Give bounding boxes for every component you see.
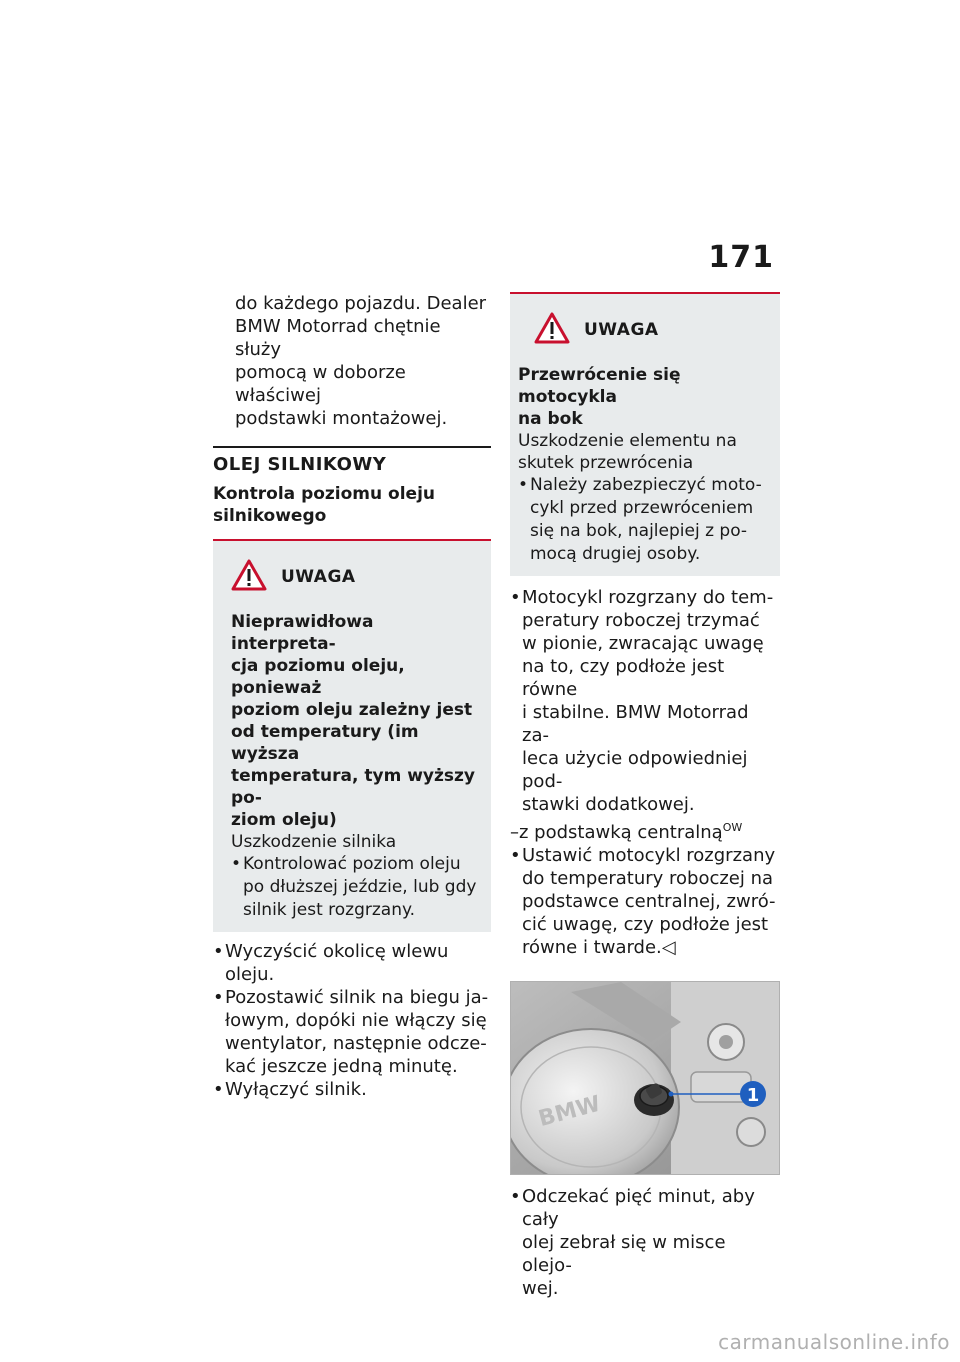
step-item: [213, 940, 491, 986]
step-line: podstawce centralnej, zwró-: [522, 891, 776, 912]
warning-bullet-line: się na bok, najlepiej z po-: [530, 521, 748, 541]
warning-hazard-line: cja poziomu oleju, ponieważ: [231, 656, 405, 698]
warning-label: UWAGA: [281, 567, 356, 587]
warning-box: [213, 541, 491, 932]
step-line: w pionie, zwracając uwagę: [522, 633, 764, 654]
warning-bullet: [231, 853, 481, 922]
step-line: wej.: [522, 1278, 559, 1299]
warning-hazard: [231, 611, 481, 831]
subsection-line: Kontrola poziomu oleju: [213, 484, 436, 504]
watermark: carmanualsonline.info: [718, 1330, 950, 1354]
intro-line: do każdego pojazdu. Dealer: [235, 293, 487, 314]
engine-illustration: [511, 982, 779, 1174]
intro-line: podstawki montażowej.: [235, 408, 448, 429]
condition-line: [510, 816, 780, 844]
step-line: stawki dodatkowej.: [522, 794, 695, 815]
engine-logo: BMW: [535, 1091, 604, 1133]
bullet-mark: •: [518, 475, 529, 495]
bullet-mark: •: [213, 987, 224, 1008]
step-line: kać jeszcze jedną minutę.: [225, 1056, 458, 1077]
warning-bullet-line: po dłuższej jeździe, lub gdy: [243, 877, 477, 897]
engine-oil-figure: [510, 981, 780, 1175]
warning-consequence-line: skutek przewrócenia: [518, 453, 694, 473]
subsection-line: silnikowego: [213, 506, 327, 526]
warning-bullet-line: mocą drugiej osoby.: [530, 544, 701, 564]
step-line: peratury roboczej trzymać: [522, 610, 760, 631]
step-line: olej zebrał się w misce olejo-: [522, 1232, 726, 1276]
step-line: na to, czy podłoże jest równe: [522, 656, 725, 700]
step-line: Pozostawić silnik na biegu ja-: [225, 987, 489, 1008]
warning-bullet-line: Należy zabezpieczyć moto-: [530, 475, 762, 495]
step-item: [510, 586, 780, 816]
bullet-mark: •: [510, 1186, 521, 1207]
section-divider: [213, 446, 491, 448]
warning-bullet-line: cykl przed przewróceniem: [530, 498, 754, 518]
warning-header: [518, 312, 770, 348]
warning-hazard-line: Nieprawidłowa interpreta-: [231, 612, 374, 654]
right-column: [510, 292, 780, 1300]
step-line: Odczekać pięć minut, aby cały: [522, 1186, 755, 1230]
step-line: Ustawić motocykl rozgrzany: [522, 845, 776, 866]
step-line: łowym, dopóki nie włączy się: [225, 1010, 487, 1031]
step-line: cić uwagę, czy podłoże jest: [522, 914, 769, 935]
warning-bullet-line: Kontrolować poziom oleju: [243, 854, 461, 874]
left-column: [213, 292, 491, 1101]
callout-number: 1: [746, 1085, 760, 1106]
step-line: [522, 936, 780, 959]
step-line: oleju.: [225, 964, 275, 985]
intro-line: pomocą w doborze właściwej: [235, 362, 406, 406]
step-line: Wyłączyć silnik.: [225, 1079, 367, 1100]
warning-hazard-line: od temperatury (im wyższa: [231, 722, 419, 764]
step-line: Wyczyścić okolicę wlewu: [225, 941, 449, 962]
warning-consequence-line: Uszkodzenie elementu na: [518, 431, 737, 451]
step-line: i stabilne. BMW Motorrad za-: [522, 702, 749, 746]
warning-consequence: Uszkodzenie silnika: [231, 832, 397, 852]
step-item: [510, 1185, 780, 1300]
step-line: wentylator, następnie odcze-: [225, 1033, 487, 1054]
bullet-mark: •: [510, 587, 521, 608]
warning-hazard-line: poziom oleju zależny jest: [231, 700, 473, 720]
step-item: [213, 986, 491, 1078]
warning-hazard-line: temperatura, tym wyższy po-: [231, 766, 476, 808]
warning-bullet: [518, 474, 770, 566]
section-title: OLEJ SILNIKOWY: [213, 454, 387, 475]
bullet-mark: •: [231, 854, 242, 874]
bullet-mark: •: [510, 845, 521, 866]
warning-header: [231, 559, 481, 595]
warning-triangle-icon: [231, 559, 267, 595]
warning-bullet-text: [243, 853, 481, 922]
step-line: leca użycie odpowiedniej pod-: [522, 748, 748, 792]
warning-bullet-line: silnik jest rozgrzany.: [243, 900, 416, 920]
bullet-mark: •: [213, 1079, 224, 1100]
bullet-mark: •: [213, 941, 224, 962]
warning-label: UWAGA: [584, 320, 659, 340]
page-number: 171: [708, 240, 774, 275]
step-line: Motocykl rozgrzany do tem-: [522, 587, 774, 608]
step-line-text: równe i twarde.: [522, 937, 662, 958]
warning-box: [510, 294, 780, 576]
warning-hazard-line: Przewrócenie się motocykla: [518, 365, 681, 407]
subsection-title: [213, 483, 491, 527]
warning-hazard-line: ziom oleju): [231, 810, 337, 830]
warning-consequence: [518, 430, 770, 474]
intro-line: BMW Motorrad chętnie służy: [235, 316, 441, 360]
end-mark-icon: ◁: [661, 937, 676, 958]
option-code: OW: [722, 821, 743, 834]
warning-hazard-line: na bok: [518, 409, 583, 429]
step-item: [510, 844, 780, 959]
step-item: [213, 1078, 491, 1101]
step-line: do temperatury roboczej na: [522, 868, 774, 889]
warning-hazard: [518, 364, 770, 430]
warning-triangle-icon: [534, 312, 570, 348]
condition-text: –z podstawką centralną: [510, 822, 723, 843]
intro-paragraph: [213, 292, 491, 430]
